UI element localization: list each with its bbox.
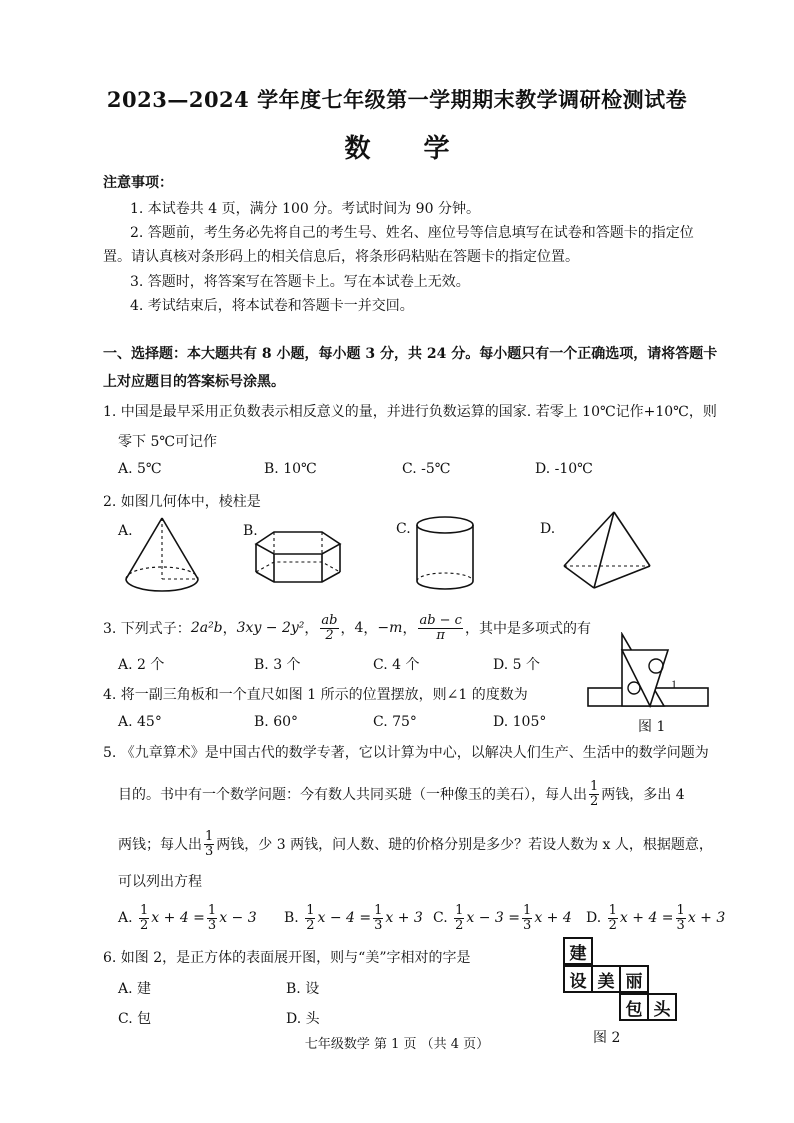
q3-sep-4: ，: [363, 621, 378, 637]
q3-expr-1: 2a²b: [190, 620, 223, 636]
q4-option-d: D. 105°: [493, 714, 547, 730]
q5-fraction-half-den: 2: [590, 793, 599, 809]
q3-fraction-1: [320, 614, 338, 642]
q6-option-d: D. 头: [286, 1011, 320, 1027]
q5-option-d-right: x + 3: [687, 910, 726, 926]
q5-stem: 5. 《九章算术》是中国古代的数学专著，它以计算为中心，以解决人们生产、生活中的数学问题为: [103, 745, 709, 761]
q4-option-a: A. 45°: [118, 714, 162, 730]
q5-option-a-frac-2-den: 3: [207, 917, 217, 933]
q5-option-c-frac-2: [522, 904, 532, 932]
q5-option-d-letter: D.: [586, 910, 602, 926]
notice-item-2: 2. 答题前，考生务必先将自己的考生号、姓名、座位号等信息填写在试卷和答题卡的指定位: [130, 225, 694, 241]
q5-stem-line3-b: 两钱，少 3 两钱，问人数、琎的价格分别是多少？若设人数为 x 人，根据题意，: [216, 837, 713, 853]
q5-option-c-frac-2-num: 1: [523, 902, 532, 918]
q5-option-d-frac-2: [676, 904, 686, 932]
q5-fraction-third-den: 3: [205, 843, 214, 859]
q3-sep-1: ，: [222, 621, 237, 637]
q5-option-a: [118, 896, 257, 940]
q4-stem: 4. 将一副三角板和一个直尺如图 1 所示的位置摆放，则∠1 的度数为: [103, 687, 528, 703]
q5-option-a-left: x + 4 =: [151, 910, 205, 926]
q5-option-c-letter: C.: [433, 910, 448, 926]
q3-sep-5: ，: [402, 621, 417, 637]
q3-option-c: C. 4 个: [373, 657, 420, 673]
q5-option-d-frac-1: [608, 904, 618, 932]
q5-option-b-frac-1: [305, 904, 315, 932]
cylinder-figure: [412, 515, 478, 593]
q5-option-b-frac-1-num: 1: [306, 902, 315, 918]
figure-2-caption: 图 2: [593, 1030, 621, 1046]
q5-option-b-frac-2: [373, 904, 383, 932]
q3-tail: ，其中是多项式的有: [464, 621, 591, 637]
q5-option-b-frac-2-num: 1: [374, 902, 383, 918]
q1-stem: 1. 中国是最早采用正负数表示相反意义的量，并进行负数运算的国家. 若零上 10℃记作+10℃，则: [103, 404, 717, 420]
q5-option-a-letter: A.: [118, 910, 133, 926]
q2-label-b: B.: [243, 523, 258, 539]
q5-option-c-right: x + 4: [534, 910, 572, 926]
figure-1-angle-label: 1: [671, 677, 677, 691]
q3-expr-4: −m: [377, 620, 403, 636]
q5-stem-line4: 可以列出方程: [118, 874, 202, 890]
q5-option-d-frac-1-num: 1: [608, 902, 617, 918]
q5-option-d-frac-2-num: 1: [676, 902, 685, 918]
exam-title: 2023—2024 学年度七年级第一学期期末教学调研检测试卷: [106, 87, 688, 112]
q3-sep-3: ，: [340, 621, 355, 637]
cube-net-cell-bao: 包: [619, 993, 649, 1021]
q5-option-a-frac-2: [207, 904, 217, 932]
q5-fraction-third-num: 1: [205, 828, 214, 844]
q5-option-d: [586, 896, 725, 940]
cube-net-cell-tou: 头: [647, 993, 677, 1021]
section1-heading: 一、选择题：本大题共有 8 小题，每小题 3 分，共 24 分。每小题只有一个正确选项，请将答题卡: [103, 346, 718, 362]
hexagonal-prism-figure: [252, 528, 344, 588]
q5-option-b-right: x + 3: [385, 910, 423, 926]
q2-label-a: A.: [118, 523, 133, 539]
q5-option-c-frac-1-den: 2: [455, 917, 464, 933]
q5-option-c-frac-1-num: 1: [455, 902, 464, 918]
q3-fraction-2-num: ab − c: [419, 612, 462, 628]
q3-option-a: A. 2 个: [118, 657, 165, 673]
notice-item-3: 3. 答题时，将答案写在答题卡上。写在本试卷上无效。: [130, 274, 470, 290]
q5-option-b-letter: B.: [284, 910, 299, 926]
q6-option-a: A. 建: [118, 981, 152, 997]
q5-stem-line2: [118, 772, 685, 816]
cube-net-cell-mei: 美: [591, 965, 621, 993]
q3-option-b: B. 3 个: [254, 657, 301, 673]
q1-option-b: B. 10℃: [264, 461, 317, 477]
notice-heading: 注意事项：: [103, 175, 173, 191]
q5-option-b: [284, 896, 423, 940]
q5-option-a-frac-1: [139, 904, 149, 932]
q5-option-c-frac-2-den: 3: [523, 917, 532, 933]
notice-item-1: 1. 本试卷共 4 页，满分 100 分。考试时间为 90 分钟。: [130, 201, 480, 217]
q5-option-b-left: x − 4 =: [317, 910, 372, 926]
q5-option-d-frac-2-den: 3: [676, 917, 685, 933]
q5-option-a-frac-1-den: 2: [140, 917, 149, 933]
q2-label-c: C.: [396, 521, 411, 537]
q5-fraction-half: [589, 780, 599, 808]
cube-net-cell-jian: 建: [563, 937, 593, 965]
q1-stem-cont: 零下 5℃可记作: [118, 434, 218, 450]
q5-option-b-frac-1-den: 2: [306, 917, 315, 933]
q5-stem-line2-a: 目的。书中有一个数学问题：今有数人共同买琎（一种像玉的美石），每人出: [118, 787, 587, 803]
q5-option-d-frac-1-den: 2: [608, 917, 617, 933]
q3-stem: [103, 607, 591, 649]
q3-option-d: D. 5 个: [493, 657, 540, 673]
q3-fraction-1-den: 2: [325, 627, 334, 643]
q3-fraction-2: [418, 614, 463, 642]
q5-option-a-frac-1-num: 1: [140, 902, 149, 918]
q5-stem-line3-a: 两钱；每人出: [118, 837, 202, 853]
q5-option-c: [433, 896, 572, 940]
cone-figure: [120, 515, 204, 597]
q5-option-d-left: x + 4 =: [619, 910, 674, 926]
q3-expr-2: 3xy − 2y²: [236, 620, 305, 636]
q1-option-d: D. -10℃: [535, 461, 593, 477]
cube-net-cell-she: 设: [563, 965, 593, 993]
notice-item-2-cont: 置。请认真核对条形码上的相关信息后，将条形码粘贴在答题卡的指定位置。: [103, 249, 579, 265]
q3-sep-2: ，: [304, 621, 319, 637]
notice-item-4: 4. 考试结束后，将本试卷和答题卡一并交回。: [130, 298, 414, 314]
q1-option-c: C. -5℃: [402, 461, 451, 477]
q3-fraction-1-num: ab: [321, 612, 338, 628]
q5-stem-line2-b: 两钱，多出 4: [601, 787, 685, 803]
q4-option-c: C. 75°: [373, 714, 417, 730]
cube-net-cell-li: 丽: [619, 965, 649, 993]
q5-option-a-right: x − 3: [219, 910, 257, 926]
q5-option-c-left: x − 3 =: [466, 910, 521, 926]
q5-fraction-half-num: 1: [590, 778, 599, 794]
q5-fraction-third: [204, 830, 214, 858]
figure-1-triangles-ruler: [586, 632, 712, 712]
q6-option-b: B. 设: [286, 981, 320, 997]
q3-fraction-2-den: π: [436, 627, 445, 643]
page-footer: 七年级数学 第 1 页 （共 4 页）: [304, 1037, 490, 1052]
q6-stem: 6. 如图 2，是正方体的表面展开图，则与“美”字相对的字是: [103, 950, 471, 966]
subject-title: 数 学: [344, 134, 472, 164]
figure-1-caption: 图 1: [638, 719, 666, 735]
q2-label-d: D.: [540, 521, 556, 537]
q5-option-b-frac-2-den: 3: [374, 917, 383, 933]
q5-option-c-frac-1: [454, 904, 464, 932]
tetrahedron-figure: [560, 508, 656, 594]
q4-option-b: B. 60°: [254, 714, 299, 730]
q3-expr-3: 4: [354, 620, 364, 636]
q5-option-a-frac-2-num: 1: [207, 902, 217, 918]
q6-option-c: C. 包: [118, 1011, 152, 1027]
q3-lead: 3. 下列式子：: [103, 621, 191, 637]
q2-stem: 2. 如图几何体中，棱柱是: [103, 494, 261, 510]
q1-option-a: A. 5℃: [118, 461, 162, 477]
q5-stem-line3: [118, 822, 713, 866]
section1-heading-cont: 上对应题目的答案标号涂黑。: [103, 374, 285, 390]
